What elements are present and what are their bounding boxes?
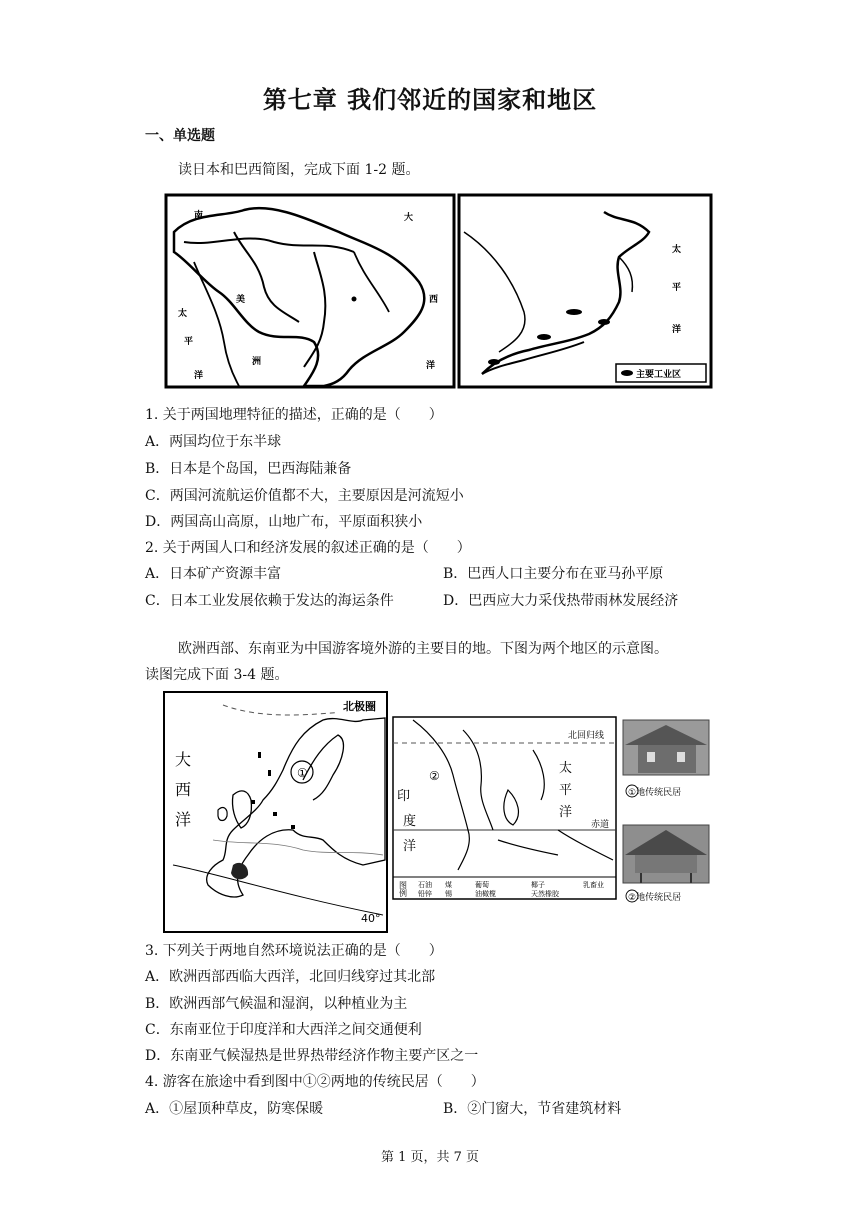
atlantic-label-1: 西 bbox=[175, 780, 192, 799]
tropic-label: 北回归线 bbox=[568, 731, 605, 741]
pacific-label-0: 太 bbox=[559, 761, 573, 776]
brazil-label-8: 洋 bbox=[426, 361, 436, 371]
legend-title-0: 图 bbox=[399, 881, 407, 890]
question-3-option-d[interactable]: D．东南亚气候湿热是世界热带经济作物主要产区之一 bbox=[145, 1048, 479, 1064]
seasia-circle-2: ② bbox=[429, 769, 440, 783]
legend-title-1: 例 bbox=[399, 889, 407, 898]
brazil-label-6: 洋 bbox=[194, 371, 204, 381]
atlantic-label-2: 洋 bbox=[175, 810, 192, 829]
brazil-label-1: 大 bbox=[404, 213, 414, 223]
legend-item-oil: 石油 bbox=[418, 881, 432, 889]
page-footer: 第 1 页，共 7 页 bbox=[380, 1150, 480, 1165]
intro-3-4-line-2: 读图完成下面 3-4 题。 bbox=[145, 667, 289, 683]
brazil-label-2: 美 bbox=[236, 295, 246, 305]
japan-label-0: 太 bbox=[672, 245, 682, 255]
indian-label-1: 度 bbox=[403, 814, 417, 829]
question-4-stem: 4. 游客在旅途中看到图中①②两地的传统民居（ ） bbox=[145, 1074, 485, 1090]
intro-1-2: 读日本和巴西简图，完成下面 1-2 题。 bbox=[178, 162, 420, 178]
section-heading: 一、单选题 bbox=[145, 128, 215, 144]
arctic-circle-label: 北极圈 bbox=[343, 700, 376, 713]
question-1-option-d[interactable]: D．两国高山高原，山地广布，平原面积狭小 bbox=[145, 514, 423, 530]
question-2-option-b[interactable]: B．巴西人口主要分布在亚马孙平原 bbox=[443, 566, 664, 582]
pacific-label-2: 洋 bbox=[559, 805, 573, 820]
question-4-option-a[interactable]: A．①屋顶种草皮，防寒保暖 bbox=[145, 1101, 324, 1117]
atlantic-label-0: 大 bbox=[175, 750, 192, 769]
japan-label-1: 平 bbox=[672, 283, 682, 293]
brazil-label-5: 洲 bbox=[252, 357, 262, 367]
legend-item-rubber: 天然橡胶 bbox=[531, 890, 559, 898]
europe-circle-1: ① bbox=[297, 766, 308, 780]
japan-label-2: 洋 bbox=[672, 325, 682, 335]
page-title: 第七章 我们邻近的国家和地区 bbox=[262, 86, 598, 114]
question-3-option-a[interactable]: A．欧洲西部西临大西洋，北回归线穿过其北部 bbox=[145, 969, 436, 985]
indian-label-0: 印 bbox=[397, 789, 411, 804]
industry-legend-label: 主要工业区 bbox=[636, 370, 682, 380]
indian-label-2: 洋 bbox=[403, 839, 417, 854]
question-2-option-c[interactable]: C．日本工业发展依赖于发达的海运条件 bbox=[145, 593, 394, 609]
legend-item-coconut: 椰子 bbox=[531, 881, 545, 889]
industry-legend-symbol bbox=[621, 370, 633, 376]
question-3-option-b[interactable]: B．欧洲西部气候温和湿润，以种植业为主 bbox=[145, 996, 408, 1012]
pacific-label-1: 平 bbox=[559, 783, 573, 798]
house-2-caption: ②地传统民居 bbox=[628, 893, 682, 903]
question-2-stem: 2. 关于两国人口和经济发展的叙述正确的是（ ） bbox=[145, 540, 471, 556]
brazil-label-4: 平 bbox=[184, 337, 194, 347]
question-2-option-a[interactable]: A．日本矿产资源丰富 bbox=[145, 566, 282, 582]
legend-item-grape: 葡萄 bbox=[475, 881, 489, 889]
legend-item-lead-zinc: 铅锌 bbox=[418, 890, 432, 898]
question-3-option-c[interactable]: C．东南亚位于印度洋和大西洋之间交通便利 bbox=[145, 1022, 422, 1038]
brazil-label-7: 西 bbox=[429, 295, 439, 305]
question-4-option-b[interactable]: B．②门窗大，节省建筑材料 bbox=[443, 1101, 622, 1117]
legend-item-olive: 油橄榄 bbox=[475, 890, 496, 898]
house-1-caption: ①地传统民居 bbox=[628, 788, 682, 798]
legend-item-dairy: 乳畜业 bbox=[583, 881, 604, 889]
intro-3-4-line-1: 欧洲西部、东南亚为中国游客境外游的主要目的地。下图为两个地区的示意图。 bbox=[178, 641, 668, 657]
question-1-option-b[interactable]: B．日本是个岛国，巴西海陆兼备 bbox=[145, 461, 352, 477]
equator-label: 赤道 bbox=[591, 820, 610, 830]
seasia-map-frame bbox=[393, 717, 616, 899]
latitude-40-label: 40° bbox=[361, 912, 381, 925]
brazil-label-0: 南 bbox=[194, 211, 204, 221]
question-3-stem: 3. 下列关于两地自然环境说法正确的是（ ） bbox=[145, 943, 443, 959]
brazil-japan-map bbox=[164, 192, 714, 390]
question-2-option-d[interactable]: D．巴西应大力采伐热带雨林发展经济 bbox=[443, 593, 679, 609]
brazil-label-3: 太 bbox=[178, 309, 188, 319]
legend-item-tin: 锡 bbox=[445, 890, 452, 898]
question-1-stem: 1. 关于两国地理特征的描述，正确的是（ ） bbox=[145, 407, 443, 423]
legend-item-coal: 煤 bbox=[445, 881, 452, 889]
europe-seasia-map bbox=[163, 690, 713, 935]
question-1-option-a[interactable]: A．两国均位于东半球 bbox=[145, 434, 282, 450]
question-1-option-c[interactable]: C．两国河流航运价值都不大，主要原因是河流短小 bbox=[145, 488, 464, 504]
